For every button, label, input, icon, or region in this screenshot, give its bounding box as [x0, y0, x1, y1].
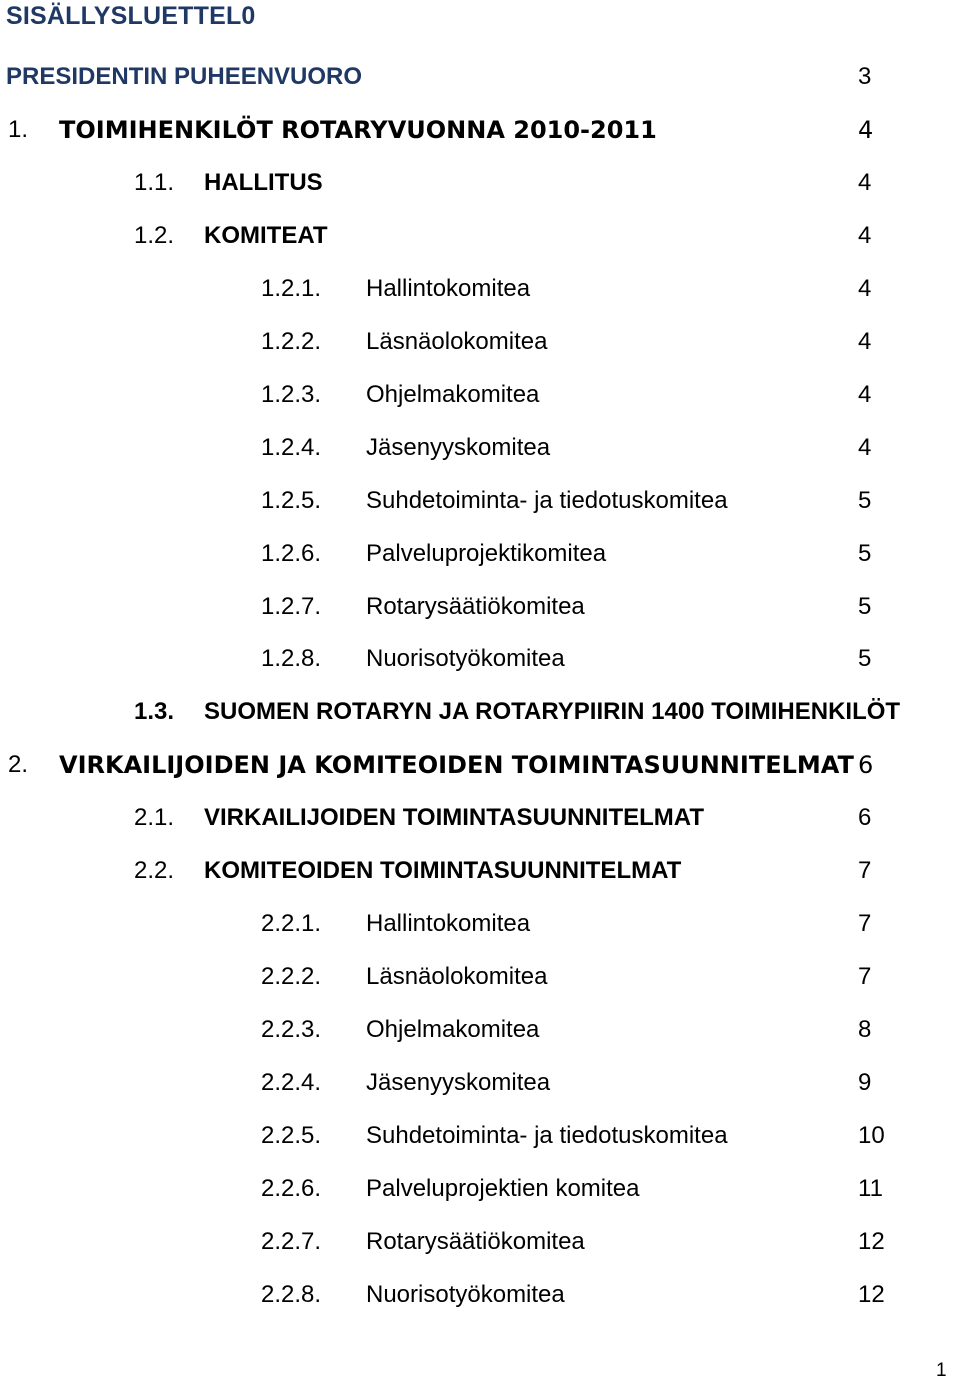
toc-entry[interactable]: [0, 1063, 960, 1103]
toc-entry[interactable]: [0, 57, 960, 97]
toc-entry-page: 12: [858, 1228, 885, 1255]
toc-entry[interactable]: [0, 163, 960, 203]
toc-entry-title: Jäsenyyskomitea: [366, 1069, 551, 1096]
toc-entry-number: 1.2.7.: [261, 593, 322, 620]
toc-entry-page: 4: [858, 169, 872, 196]
toc-entry-page: 4: [858, 116, 874, 144]
toc-entry-page: 3: [858, 63, 872, 90]
toc-entry-number: 2.1.: [134, 804, 175, 831]
toc-entry-number: 1.: [8, 116, 29, 143]
toc-entry-page: 4: [858, 381, 872, 408]
toc-entry-number: 1.1.: [134, 169, 175, 196]
toc-entry-number: 2.2.5.: [261, 1122, 322, 1149]
toc-entry-number: 2.2.4.: [261, 1069, 322, 1096]
toc-entry-page: 10: [858, 1122, 885, 1149]
toc-entry-number: 2.2.2.: [261, 963, 322, 990]
toc-entry-title: Ohjelmakomitea: [366, 1016, 540, 1043]
toc-entry-page: 7: [858, 910, 872, 937]
toc-entry-title: Rotarysäätiökomitea: [366, 1228, 585, 1255]
toc-entry-title: Nuorisotyökomitea: [366, 1281, 565, 1308]
toc-entry[interactable]: [0, 481, 960, 521]
toc-entry-number: 1.2.8.: [261, 645, 322, 672]
toc-entry-page: 5: [858, 540, 872, 567]
toc-entry-number: 1.2.6.: [261, 540, 322, 567]
toc-entry[interactable]: [0, 1275, 960, 1315]
toc-entry-title: Rotarysäätiökomitea: [366, 593, 585, 620]
toc-entry-page: 5: [858, 487, 872, 514]
toc-entry-page: 4: [858, 434, 872, 461]
toc-entry[interactable]: [0, 216, 960, 256]
toc-entry[interactable]: [0, 745, 960, 785]
toc-entry[interactable]: [0, 798, 960, 838]
toc-entry[interactable]: [0, 322, 960, 362]
toc-entry-title: SUOMEN ROTARYN JA ROTARYPIIRIN 1400 TOIMIHENKILÖT: [204, 698, 901, 725]
toc-entry-number: 2.2.: [134, 857, 175, 884]
toc-entry[interactable]: [0, 375, 960, 415]
toc-entry-title: Läsnäolokomitea: [366, 963, 548, 990]
toc-entry[interactable]: [0, 1169, 960, 1209]
toc-entry-title: KOMITEAT: [204, 222, 328, 249]
toc-entry-title: Hallintokomitea: [366, 275, 531, 302]
toc-entry[interactable]: [0, 110, 960, 150]
toc-entry-page: 5: [858, 593, 872, 620]
toc-entry[interactable]: [0, 1222, 960, 1262]
toc-entry-page: 12: [858, 1281, 885, 1308]
toc-entry[interactable]: [0, 428, 960, 468]
toc-entry-page: 7: [858, 963, 872, 990]
toc-entry-number: 1.3.: [134, 698, 175, 725]
toc-entry-title: Hallintokomitea: [366, 910, 531, 937]
toc-entry-title: Palveluprojektien komitea: [366, 1175, 640, 1202]
toc-entry-number: 1.2.: [134, 222, 175, 249]
toc-entry-number: 1.2.1.: [261, 275, 322, 302]
toc-entry-title: PRESIDENTIN PUHEENVUORO: [6, 63, 363, 90]
toc-entry-title: Palveluprojektikomitea: [366, 540, 607, 567]
toc-entry-page: 6: [858, 804, 872, 831]
toc-entry[interactable]: [0, 587, 960, 627]
toc-entry-page: 6: [858, 751, 874, 779]
toc-entry-number: 2.: [8, 751, 29, 778]
toc-entry-page: 4: [858, 222, 872, 249]
toc-entry-title: Suhdetoiminta- ja tiedotuskomitea: [366, 487, 728, 514]
toc-entry-title: Suhdetoiminta- ja tiedotuskomitea: [366, 1122, 728, 1149]
toc-entry[interactable]: [0, 269, 960, 309]
toc-entry[interactable]: [0, 534, 960, 574]
toc-entry[interactable]: [0, 851, 960, 891]
toc-heading: SISÄLLYSLUETTEL0: [6, 2, 256, 30]
toc-entry-number: 1.2.4.: [261, 434, 322, 461]
toc-entry-number: 2.2.1.: [261, 910, 322, 937]
toc-entry[interactable]: [0, 1116, 960, 1156]
toc-entry[interactable]: [0, 639, 960, 679]
toc-entry-page: 11: [858, 1175, 883, 1202]
toc-entry-number: 2.2.3.: [261, 1016, 322, 1043]
toc-entry-page: 5: [858, 645, 872, 672]
toc-entry-page: 9: [858, 1069, 872, 1096]
toc-entry-title: HALLITUS: [204, 169, 323, 196]
toc-entry-title: VIRKAILIJOIDEN TOIMINTASUUNNITELMAT: [204, 804, 704, 831]
toc-entry[interactable]: [0, 692, 960, 732]
toc-entry[interactable]: [0, 957, 960, 997]
page-number: 1: [936, 1360, 947, 1381]
toc-entry-title: Läsnäolokomitea: [366, 328, 548, 355]
toc-entry[interactable]: [0, 904, 960, 944]
toc-entry-title: Ohjelmakomitea: [366, 381, 540, 408]
toc-entry-title: TOIMIHENKILÖT ROTARYVUONNA 2010-2011: [59, 116, 657, 144]
toc-entry-number: 2.2.6.: [261, 1175, 322, 1202]
toc-entry-number: 2.2.7.: [261, 1228, 322, 1255]
toc-entry-title: KOMITEOIDEN TOIMINTASUUNNITELMAT: [204, 857, 682, 884]
toc-entry-number: 1.2.3.: [261, 381, 322, 408]
toc-entry[interactable]: [0, 1010, 960, 1050]
toc-entry-title: Jäsenyyskomitea: [366, 434, 551, 461]
toc-entry-number: 2.2.8.: [261, 1281, 322, 1308]
toc-entry-number: 1.2.5.: [261, 487, 322, 514]
toc-entry-page: 7: [858, 857, 872, 884]
toc-entry-title: VIRKAILIJOIDEN JA KOMITEOIDEN TOIMINTASUUNNITELMAT: [59, 751, 854, 779]
toc-entry-number: 1.2.2.: [261, 328, 322, 355]
toc-entry-page: 4: [858, 275, 872, 302]
toc-entry-page: 8: [858, 1016, 872, 1043]
toc-entry-title: Nuorisotyökomitea: [366, 645, 565, 672]
toc-entry-page: 4: [858, 328, 872, 355]
